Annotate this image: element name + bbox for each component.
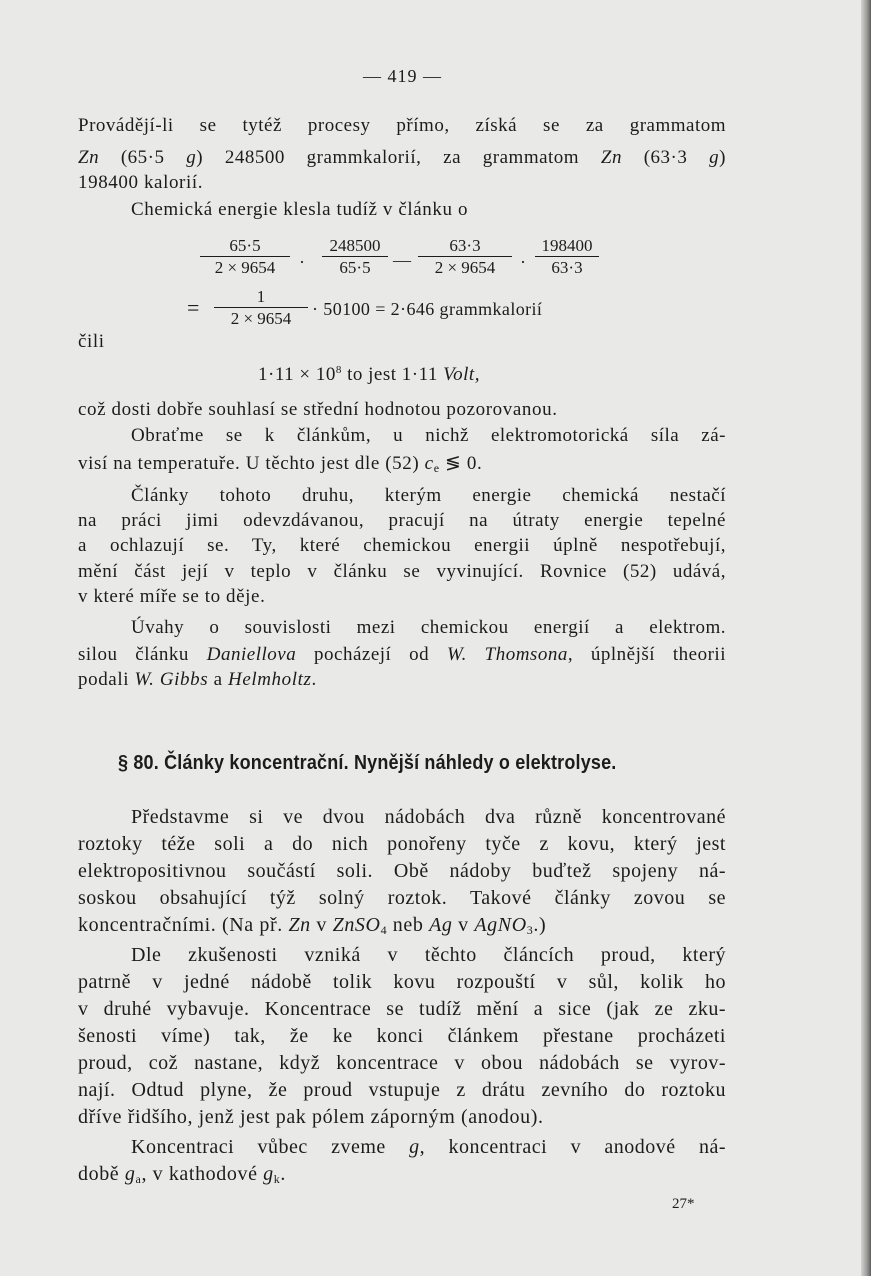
paragraph-4-line-2 [78, 452, 482, 476]
text: podali [78, 669, 130, 690]
paragraph-1-line-1: Provádějí-li se tytéž procesy přímo, získá se za grammatom [78, 115, 726, 136]
operator-dot: · [520, 252, 526, 272]
fraction-numerator: 1 [256, 287, 266, 306]
fraction-2 [322, 236, 388, 278]
fraction-numerator: 63·3 [449, 236, 481, 255]
paragraph-6-line-3 [78, 669, 317, 691]
symbol-zn: Zn [288, 914, 311, 936]
paragraph-7-line-5 [78, 914, 546, 938]
text: pocházejí od [314, 644, 430, 665]
paragraph-1-line-2 [78, 147, 726, 169]
paragraph-5-line-4: mění část její v teplo v článku se vyvinující. Rovnice (52) udává, [78, 561, 726, 582]
text: . [311, 669, 317, 690]
section-heading: § 80. Články koncentrační. Nynější náhledy o elektrolyse. [118, 752, 617, 774]
fraction-3 [418, 236, 512, 278]
text: ≶ 0. [445, 453, 483, 474]
text: silou článku [78, 644, 189, 665]
text: Koncentraci vůbec zveme [131, 1136, 386, 1158]
paragraph-8-line-5: proud, což nastane, když koncentrace v obou nádobách se vyrov- [78, 1052, 726, 1074]
text: a [213, 669, 223, 690]
fraction-numerator: 65·5 [229, 236, 261, 255]
text: (63·3 [643, 147, 688, 168]
paragraph-8-line-1: Dle zkušenosti vzniká v těchto článcích proud, který [131, 944, 726, 966]
paragraph-9-line-2 [78, 1163, 286, 1187]
text: (65·5 [120, 147, 165, 168]
symbol-g: g [263, 1163, 274, 1185]
subscript: k [273, 1172, 281, 1186]
text: visí na temperatuře. U těchto jest dle (52) [78, 453, 420, 474]
text: v [316, 914, 327, 936]
paragraph-8-line-4: šenosti víme) tak, že ke konci článkem přestane procházeti [78, 1025, 726, 1047]
name-daniellova: Daniellova [206, 644, 297, 665]
paragraph-5-line-3: a ochlazují se. Ty, které chemickou energii úplně nespotřebují, [78, 535, 726, 556]
formula-volt [258, 364, 480, 386]
fraction-denominator: 2 × 9654 [200, 256, 290, 278]
text: v [458, 914, 469, 936]
text: . [280, 1163, 286, 1185]
paragraph-5-line-5: v které míře se to děje. [78, 586, 266, 607]
symbol-g: g [124, 1163, 136, 1185]
paragraph-1-line-3: 198400 kalorií. [78, 172, 204, 193]
text: neb [392, 914, 424, 936]
paragraph-8-line-7: dříve řidšího, jenž jest pak pólem záporným (anodou). [78, 1106, 544, 1128]
paragraph-5-line-2: na práci jimi odevzdávanou, pracují na útraty energie tepelné [78, 510, 726, 531]
subscript: 3 [526, 923, 534, 937]
fraction-denominator: 2 × 9654 [214, 307, 308, 329]
symbol-g: g [409, 1136, 420, 1158]
text: , koncentraci v anodové ná- [419, 1136, 726, 1158]
page-number: — 419 — [363, 66, 442, 86]
text: 1·11 × 10 [258, 364, 336, 385]
name-thomsona: W. Thomsona [446, 644, 568, 665]
subscript: a [135, 1172, 142, 1186]
text: době [78, 1163, 120, 1185]
paragraph-2-line-1: Chemická energie klesla tudíž v článku o [131, 199, 469, 220]
symbol-c: c [424, 453, 434, 474]
paragraph-8-line-3: v druhé vybavuje. Koncentrace se tudíž mění a sice (jak ze zku- [78, 998, 726, 1020]
fraction-denominator: 2 × 9654 [418, 256, 512, 278]
fraction-numerator: 248500 [329, 236, 381, 255]
name-helmholtz: Helmholtz [228, 669, 312, 690]
formula-result: · 50100 = 2·646 grammkalorií [312, 299, 543, 319]
unit-g: g [186, 147, 197, 168]
page-edge-shadow [861, 0, 871, 1276]
symbol-ag: Ag [429, 914, 453, 936]
paragraph-7-line-2: roztoky téže soli a do nich ponořeny tyče z kovu, který jest [78, 833, 726, 855]
symbol-agno3: AgNO [474, 914, 527, 936]
name-gibbs: W. Gibbs [134, 669, 209, 690]
paragraph-7-line-1: Představme si ve dvou nádobách dva různě koncentrované [131, 806, 726, 828]
fraction-4 [535, 236, 599, 278]
symbol-zn: Zn [600, 147, 622, 168]
fraction-numerator: 198400 [541, 236, 593, 255]
paragraph-8-line-6: nají. Odtud plyne, že proud vstupuje z drátu zevního do roztoku [78, 1079, 726, 1101]
text: .) [533, 914, 547, 936]
paragraph-9-line-1 [131, 1136, 726, 1159]
subscript: 4 [380, 923, 388, 937]
unit-g: g [709, 147, 720, 168]
fraction-1 [200, 236, 290, 278]
paragraph-3-line-1: což dosti dobře souhlasí se střední hodnotou pozorovanou. [78, 399, 558, 420]
text: , úplnější theorii [567, 644, 726, 665]
text: ) [719, 147, 726, 168]
subscript: e [433, 461, 440, 475]
paragraph-4-line-1: Obraťme se k článkům, u nichž elektromotorická síla zá- [131, 425, 726, 446]
fraction-5 [214, 287, 308, 329]
paragraph-6-line-1: Úvahy o souvislosti mezi chemickou energií a elektrom. [131, 617, 726, 638]
text: ) 248500 grammkalorií, za grammatom [196, 147, 580, 168]
symbol-znso4: ZnSO [332, 914, 381, 936]
paragraph-5-line-1: Články tohoto druhu, kterým energie chemická nestačí [131, 485, 726, 506]
operator-equals: = [187, 295, 200, 320]
word-cili: čili [78, 331, 105, 352]
fraction-denominator: 63·3 [535, 256, 599, 278]
paragraph-8-line-2: patrně v jedné nádobě tolik kovu rozpouští v sůl, kolik ho [78, 971, 726, 993]
signature-mark: 27* [672, 1196, 695, 1212]
paragraph-6-line-2 [78, 644, 726, 666]
fraction-denominator: 65·5 [322, 256, 388, 278]
text: , v kathodové [141, 1163, 258, 1185]
text: to jest 1·11 [347, 364, 438, 385]
operator-minus: — [393, 250, 411, 270]
symbol-zn: Zn [78, 147, 100, 168]
operator-dot: · [299, 252, 305, 272]
paragraph-7-line-3: elektropositivnou součástí soli. Obě nádoby buďtež spojeny ná- [78, 860, 726, 882]
text: koncentračními. (Na př. [78, 914, 283, 936]
unit-volt: Volt, [443, 364, 480, 385]
paragraph-7-line-4: soskou obsahující týž solný roztok. Takové články zovou se [78, 887, 726, 909]
exponent: 8 [335, 364, 342, 376]
